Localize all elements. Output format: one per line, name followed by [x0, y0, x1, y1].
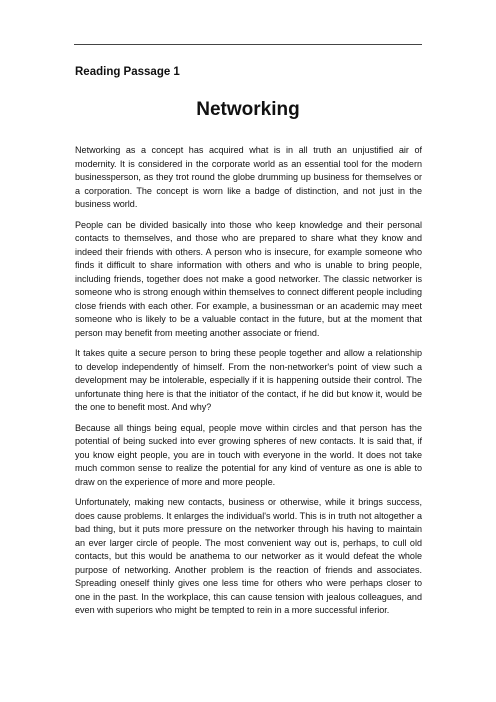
paragraph-1: Networking as a concept has acquired what is in all truth an unjustified air of modernity. It is considered in the corporate world as an essential tool for the modern businessperson, as they trot round the globe drumming up business for themselves or a corporation. The concept is worn like a badge of distinction, and not just in the business world.	[75, 145, 422, 209]
paragraph-5: Unfortunately, making new contacts, business or otherwise, while it brings success, does cause problems. It enlarges the individual's world. This is in truth not altogether a bad thing, but it puts more pressure on the networker through his having to maintain an ever larger circle of people. The most convenient way out is, perhaps, to cull old contacts, but this would be anathema to our networker as it would defeat the whole purpose of networking. Another problem is the reaction of friends and associates. Spreading oneself thinly gives one less time for others who were perhaps closer to one in the past. In the workplace, this can cause tension with jealous colleagues, and even with superiors who might be tempted to rein in a more successful inferior.	[75, 497, 422, 615]
paragraph-4: Because all things being equal, people move within circles and that person has the potential of being sucked into ever growing spheres of new contacts. It is said that, if you know eight people, you are in touch with everyone in the world. It does not take much common sense to realize the potential for any kind of venture as one is able to draw on the experience of more and more people.	[75, 422, 422, 487]
header-rule	[74, 44, 422, 45]
paragraph-3: It takes quite a secure person to bring these people together and allow a relationship to develop independently of himself. From the non-networker's point of view such a development may be intolerable, especially if it is happening outside their control. The unfortunate thing here is that the initiator of the contact, if he did but know it, would be the one to benefit most. And why?	[75, 348, 422, 412]
section-heading: Reading Passage 1	[75, 66, 180, 78]
paragraph-2: People can be divided basically into those who keep knowledge and their personal contacts to themselves, and those who are prepared to share what they know and indeed their friends with others. A person who is insecure, for example someone who finds it difficult to share information with others and who is unable to bring people, including friends, together does not make a good networker. The classic networker is someone who is strong enough within themselves to connect different people including close friends with each other. For example, a businessman or an academic may meet someone who is likely to be a valuable contact in the future, but at the moment that person may benefit from meeting another associate or friend.	[75, 219, 422, 338]
passage-body	[75, 144, 422, 625]
passage-title: Networking	[196, 99, 300, 120]
